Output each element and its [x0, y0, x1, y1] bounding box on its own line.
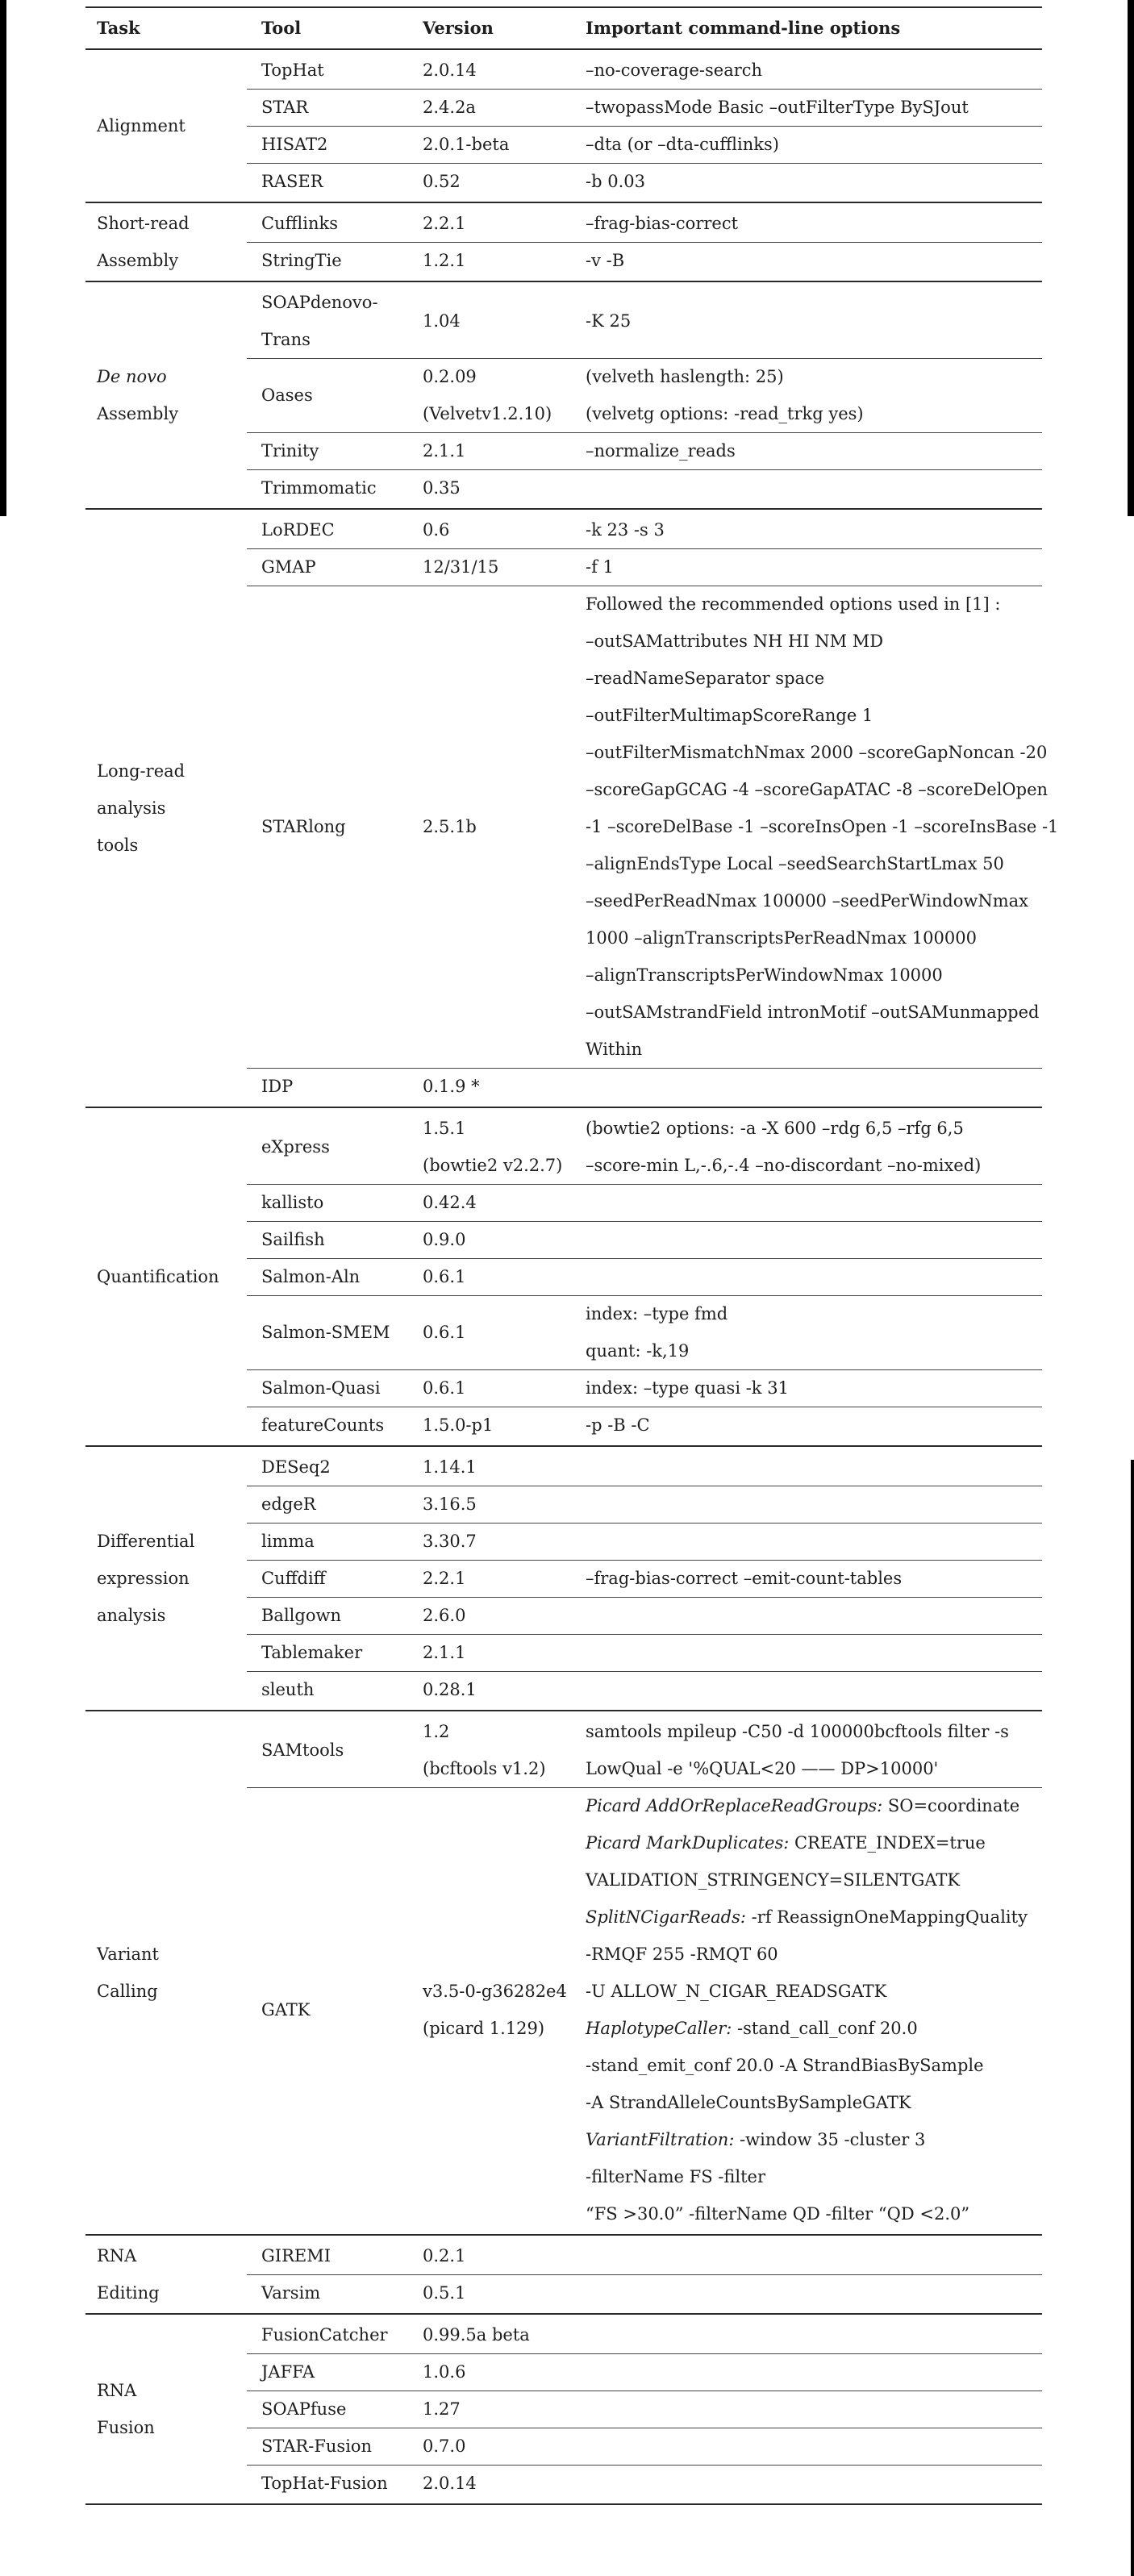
option-tool-name: Picard AddOrReplaceReadGroups:	[586, 1796, 883, 1815]
option-line: –dta (or –dta-cufflinks)	[586, 135, 779, 154]
tool-name: STAR-Fusion	[261, 2436, 373, 2456]
tool-version: 3.16.5	[423, 1494, 477, 1514]
tool-version: 1.2	[423, 1722, 450, 1741]
option-line: (bowtie2 options: -a -X 600 –rdg 6,5 –rfg 6,5	[586, 1119, 964, 1138]
row-rule	[247, 2353, 1042, 2354]
option-line: –outSAMstrandField intronMotif –outSAMunmapped	[586, 1002, 1040, 1022]
tool-name: GIREMI	[261, 2246, 331, 2265]
option-tool-name: HaplotypeCaller:	[586, 2019, 732, 2038]
group-rule	[85, 2234, 1042, 2236]
option-line: –frag-bias-correct	[586, 214, 739, 233]
tool-version: 0.6.1	[423, 1267, 466, 1286]
option-line: -k 23 -s 3	[586, 520, 665, 540]
group-rule	[85, 508, 1042, 510]
task-label: Long-read	[97, 761, 186, 781]
option-line: VariantFiltration: -window 35 -cluster 3	[586, 2130, 926, 2149]
row-rule	[247, 242, 1042, 243]
tool-name: TopHat	[261, 60, 324, 80]
task-label: Editing	[97, 2283, 160, 2303]
tool-version: 0.28.1	[423, 1680, 477, 1699]
tool-name: FusionCatcher	[261, 2325, 388, 2345]
tool-name: DESeq2	[261, 1457, 331, 1477]
option-line: samtools mpileup -C50 -d 100000bcftools filter -s	[586, 1722, 1009, 1741]
option-tool-name: VariantFiltration:	[586, 2130, 735, 2149]
tool-name: kallisto	[261, 1193, 324, 1212]
task-label: Calling	[97, 1982, 158, 2001]
group-rule	[85, 2313, 1042, 2315]
tool-name: Oases	[261, 386, 313, 405]
tool-name: SAMtools	[261, 1740, 344, 1760]
option-line: Within	[586, 1040, 643, 1059]
tool-version: (bowtie2 v2.2.7)	[423, 1156, 563, 1175]
option-tool-name: SplitNCigarReads:	[586, 1907, 746, 1927]
task-label: Alignment	[97, 116, 186, 135]
row-rule	[247, 2274, 1042, 2275]
tool-version: (bcftools v1.2)	[423, 1759, 546, 1778]
option-line: “FS >30.0” -filterName QD -filter “QD <2.0”	[586, 2204, 970, 2224]
header-tool: Tool	[261, 18, 302, 38]
tool-version: (Velvetv1.2.10)	[423, 404, 552, 423]
option-line: –readNameSeparator space	[586, 669, 825, 688]
row-rule	[247, 1221, 1042, 1222]
tool-version: 1.5.1	[423, 1119, 466, 1138]
header-options: Important command-line options	[586, 18, 901, 38]
group-rule	[85, 1107, 1042, 1108]
tool-name: Trimmomatic	[261, 478, 377, 498]
task-label: Variant	[97, 1945, 159, 1964]
tool-name: JAFFA	[261, 2362, 315, 2382]
task-label: Assembly	[97, 404, 179, 423]
tool-name: Varsim	[261, 2283, 321, 2303]
option-line: –score-min L,-.6,-.4 –no-discordant –no-mixed)	[586, 1156, 982, 1175]
tool-version: 0.1.9 *	[423, 1077, 480, 1096]
tool-version: 2.5.1b	[423, 817, 477, 836]
tool-name: TopHat-Fusion	[261, 2474, 388, 2493]
tool-version: (picard 1.129)	[423, 2019, 545, 2038]
tool-name: edgeR	[261, 1494, 316, 1514]
task-label: analysis	[97, 798, 166, 818]
task-label: De novo	[97, 367, 167, 386]
scan-edge-right	[1128, 0, 1134, 516]
row-rule	[247, 548, 1042, 549]
option-line: HaplotypeCaller: -stand_call_conf 20.0	[586, 2019, 918, 2038]
tool-version: 3.30.7	[423, 1532, 477, 1551]
header-task: Task	[97, 18, 140, 38]
option-line: –scoreGapGCAG -4 –scoreGapATAC -8 –scoreDelOpen	[586, 780, 1049, 799]
row-rule	[247, 1068, 1042, 1069]
task-label: Quantification	[97, 1267, 219, 1286]
scan-edge-right-lower	[1131, 1460, 1134, 2576]
tool-version: 2.2.1	[423, 1569, 466, 1588]
task-label: expression	[97, 1569, 190, 1588]
option-line: -K 25	[586, 311, 632, 331]
task-label: RNA	[97, 2246, 137, 2265]
tool-name: SOAPdenovo-	[261, 293, 378, 312]
tool-name: sleuth	[261, 1680, 315, 1699]
row-rule	[247, 1184, 1042, 1185]
tool-version: 2.0.14	[423, 2474, 477, 2493]
option-tool-name: Picard MarkDuplicates:	[586, 1833, 790, 1853]
option-line: SplitNCigarReads: -rf ReassignOneMappingQuality	[586, 1907, 1028, 1927]
option-line: (velvetg options: -read_trkg yes)	[586, 404, 864, 423]
option-line: -b 0.03	[586, 172, 645, 191]
header-version: Version	[423, 18, 494, 38]
option-line: –frag-bias-correct –emit-count-tables	[586, 1569, 903, 1588]
option-line: -filterName FS -filter	[586, 2167, 765, 2186]
option-line: (velveth haslength: 25)	[586, 367, 784, 386]
tool-version: 0.6.1	[423, 1323, 466, 1342]
option-line: –outSAMattributes NH HI NM MD	[586, 631, 884, 651]
tool-version: 2.0.1-beta	[423, 135, 510, 154]
tool-name: Trinity	[261, 441, 319, 461]
option-line: -v -B	[586, 251, 625, 270]
group-rule	[85, 281, 1042, 282]
tool-version: 12/31/15	[423, 557, 499, 577]
tool-version: 1.0.6	[423, 2362, 466, 2382]
table-header	[85, 10, 1042, 47]
tool-version: 2.1.1	[423, 441, 466, 461]
tool-name: GMAP	[261, 557, 316, 577]
scan-edge-left	[0, 0, 6, 516]
option-line: Followed the recommended options used in [1] :	[586, 594, 1001, 614]
row-rule	[247, 1523, 1042, 1524]
tool-name: Cufflinks	[261, 214, 338, 233]
tool-version: 0.7.0	[423, 2436, 466, 2456]
tool-name: Sailfish	[261, 1230, 325, 1249]
option-line: –alignEndsType Local –seedSearchStartLmax 50	[586, 854, 1004, 873]
task-label: Assembly	[97, 251, 179, 270]
task-label: Short-read	[97, 214, 190, 233]
tool-name: eXpress	[261, 1137, 330, 1157]
tool-version: v3.5-0-g36282e4	[423, 1982, 567, 2001]
option-line: index: –type quasi -k 31	[586, 1378, 789, 1398]
tool-version: 1.14.1	[423, 1457, 477, 1477]
group-rule	[85, 1710, 1042, 1711]
tool-name: Tablemaker	[261, 1643, 363, 1662]
task-label: Differential	[97, 1532, 195, 1551]
option-line: index: –type fmd	[586, 1304, 728, 1323]
tool-name: Salmon-SMEM	[261, 1323, 390, 1342]
option-line: -RMQF 255 -RMQT 60	[586, 1945, 778, 1964]
tool-version: 2.2.1	[423, 214, 466, 233]
tool-name: featureCounts	[261, 1415, 385, 1435]
tool-name: SOAPfuse	[261, 2399, 347, 2419]
tool-name: Salmon-Aln	[261, 1267, 361, 1286]
tool-name: Cuffdiff	[261, 1569, 326, 1588]
tool-name: Trans	[261, 330, 311, 349]
tool-name: HISAT2	[261, 135, 328, 154]
tool-version: 2.4.2a	[423, 98, 476, 117]
tool-version: 0.35	[423, 478, 461, 498]
option-line: -p -B -C	[586, 1415, 650, 1435]
row-rule	[247, 1258, 1042, 1259]
option-line: -f 1	[586, 557, 614, 577]
tool-version: 0.99.5a beta	[423, 2325, 530, 2345]
task-label: RNA	[97, 2381, 137, 2400]
tool-version: 1.04	[423, 311, 461, 331]
option-line: VALIDATION_STRINGENCY=SILENTGATK	[586, 1870, 961, 1890]
tool-name: IDP	[261, 1077, 294, 1096]
tool-version: 1.2.1	[423, 251, 466, 270]
option-line: –no-coverage-search	[586, 60, 763, 80]
tool-name: Ballgown	[261, 1606, 341, 1625]
option-line: –normalize_reads	[586, 441, 736, 461]
tool-name: StringTie	[261, 251, 342, 270]
row-rule	[247, 1634, 1042, 1635]
tool-name: Salmon-Quasi	[261, 1378, 381, 1398]
option-line: Picard AddOrReplaceReadGroups: SO=coordinate	[586, 1796, 1020, 1815]
option-line: -1 –scoreDelBase -1 –scoreInsOpen -1 –scoreInsBase -1	[586, 817, 1059, 836]
tool-version: 0.2.1	[423, 2246, 466, 2265]
group-rule	[85, 2503, 1042, 2505]
tool-version: 1.27	[423, 2399, 461, 2419]
tool-version: 0.9.0	[423, 1230, 466, 1249]
group-rule	[85, 1445, 1042, 1447]
option-line: –alignTranscriptsPerWindowNmax 10000	[586, 965, 943, 985]
task-label: Fusion	[97, 2418, 155, 2437]
tool-version: 0.6.1	[423, 1378, 466, 1398]
tool-version: 0.5.1	[423, 2283, 466, 2303]
option-line: -U ALLOW_N_CIGAR_READSGATK	[586, 1982, 887, 2001]
tool-name: GATK	[261, 2000, 311, 2020]
tool-name: RASER	[261, 172, 323, 191]
tool-version: 0.6	[423, 520, 450, 540]
tool-version: 0.52	[423, 172, 461, 191]
option-line: -stand_emit_conf 20.0 -A StrandBiasBySample	[586, 2056, 984, 2075]
tool-name: STARlong	[261, 817, 346, 836]
row-rule	[247, 1671, 1042, 1672]
option-line: 1000 –alignTranscriptsPerReadNmax 100000	[586, 928, 977, 948]
option-line: –outFilterMismatchNmax 2000 –scoreGapNoncan -20	[586, 743, 1048, 762]
row-rule	[247, 1597, 1042, 1598]
option-line: quant: -k,19	[586, 1341, 690, 1361]
task-label: analysis	[97, 1606, 166, 1625]
table-top-rule	[85, 6, 1042, 8]
tool-version: 2.6.0	[423, 1606, 466, 1625]
option-line: –twopassMode Basic –outFilterType BySJout	[586, 98, 969, 117]
option-line: –seedPerReadNmax 100000 –seedPerWindowNmax	[586, 891, 1028, 911]
task-label: tools	[97, 836, 139, 855]
tool-name: LoRDEC	[261, 520, 335, 540]
tool-version: 0.42.4	[423, 1193, 477, 1212]
option-line: LowQual -e '%QUAL<20 —— DP>10000'	[586, 1759, 939, 1778]
group-rule	[85, 202, 1042, 203]
tool-version: 2.0.14	[423, 60, 477, 80]
header-rule	[85, 48, 1042, 50]
tool-version: 0.2.09	[423, 367, 477, 386]
tool-version: 1.5.0-p1	[423, 1415, 494, 1435]
tool-name: limma	[261, 1532, 315, 1551]
option-line: –outFilterMultimapScoreRange 1	[586, 706, 873, 725]
option-line: -A StrandAlleleCountsBySampleGATK	[586, 2093, 911, 2112]
tool-version: 2.1.1	[423, 1643, 466, 1662]
option-line: Picard MarkDuplicates: CREATE_INDEX=true	[586, 1833, 986, 1853]
tool-name: STAR	[261, 98, 309, 117]
